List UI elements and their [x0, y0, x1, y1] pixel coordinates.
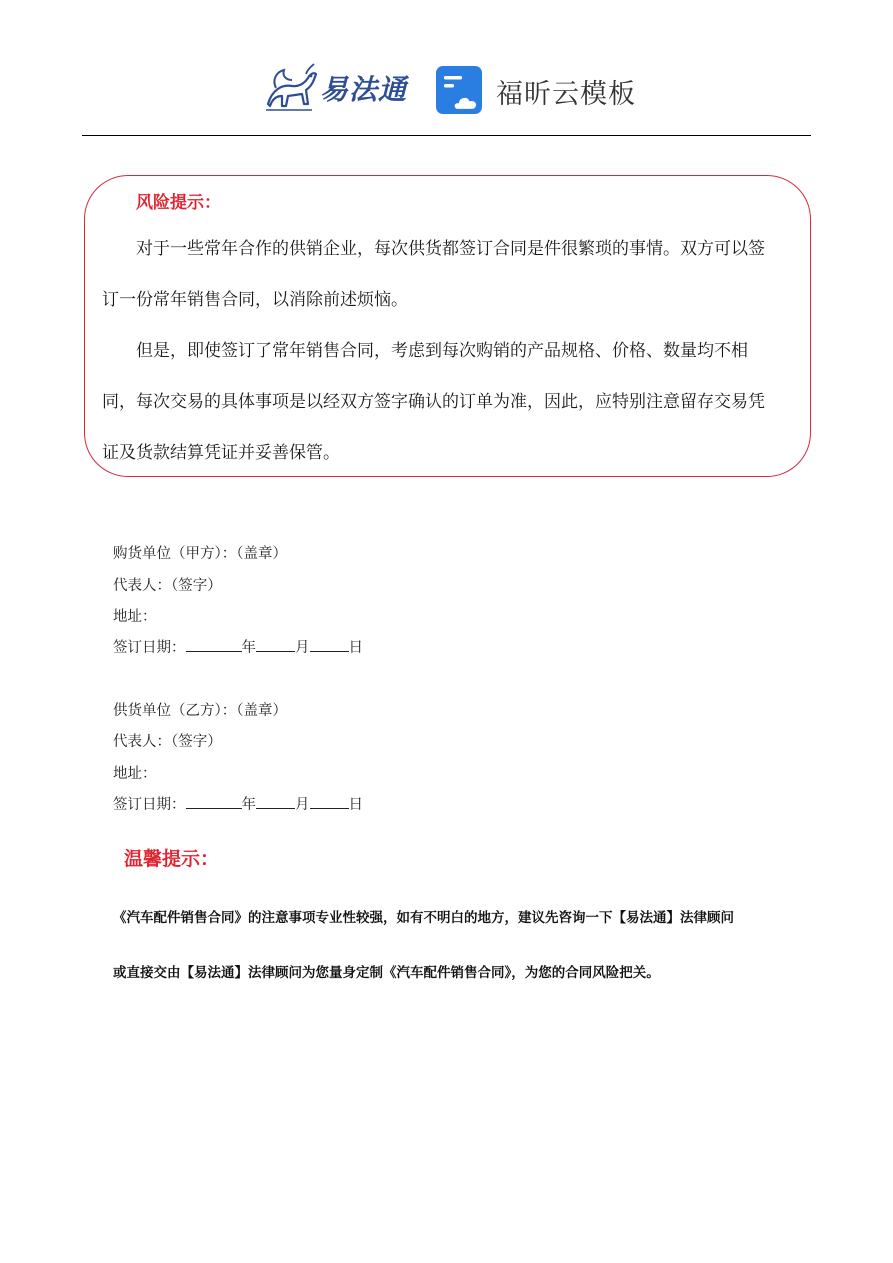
document-cloud-icon [436, 66, 486, 116]
header-divider [82, 135, 811, 136]
foxit-template-brand-text: 福昕云模板 [496, 78, 636, 110]
month-label: 月 [295, 640, 310, 656]
seller-unit: 供货单位（乙方）：（盖章） [113, 703, 287, 719]
buyer-unit: 购货单位（甲方）：（盖章） [113, 546, 287, 562]
year-label: 年 [241, 797, 256, 813]
buyer-address: 地址： [113, 609, 157, 625]
warm-tips-title: 温馨提示： [124, 848, 220, 870]
risk-paragraph-2: 但是，即使签订了常年销售合同，考虑到每次购销的产品规格、价格、数量均不相同，每次交易的具体事项是以经双方签字确认的订单为准，因此，应特别注意留存交易凭证及货款结算凭证并妥善保管。 [102, 341, 765, 463]
day-label: 日 [348, 797, 363, 813]
buyer-representative: 代表人：（签字） [113, 578, 222, 594]
qilin-mascot-icon [262, 60, 318, 116]
seller-address: 地址： [113, 766, 157, 782]
day-blank [310, 639, 349, 652]
seller-signing-date [113, 793, 363, 814]
year-label: 年 [241, 640, 256, 656]
month-label: 月 [295, 797, 310, 813]
warm-tips-line-1: 《汽车配件销售合同》的注意事项专业性较强，如有不明白的地方，建议先咨询一下【易法通】法律顾问 [113, 910, 734, 926]
risk-paragraph-1: 对于一些常年合作的供销企业，每次供货都签订合同是件很繁琐的事情。双方可以签订一份常年销售合同，以消除前述烦恼。 [102, 239, 765, 310]
year-blank [186, 796, 242, 809]
foxit-template-logo [436, 66, 636, 116]
date-label: 签订日期： [113, 797, 186, 813]
buyer-signing-date [113, 636, 363, 657]
seller-representative: 代表人：（签字） [113, 734, 222, 750]
month-blank [256, 796, 295, 809]
year-blank [186, 639, 242, 652]
month-blank [256, 639, 295, 652]
warm-tips-line-2: 或直接交由【易法通】法律顾问为您量身定制《汽车配件销售合同》，为您的合同风险把关。 [113, 965, 660, 981]
yifatong-brand-text: 易法通 [320, 73, 408, 106]
risk-notice-title: 风险提示： [136, 193, 221, 213]
day-blank [310, 796, 349, 809]
page-header [0, 0, 893, 136]
day-label: 日 [348, 640, 363, 656]
yifatong-logo [262, 60, 407, 116]
date-label: 签订日期： [113, 640, 186, 656]
